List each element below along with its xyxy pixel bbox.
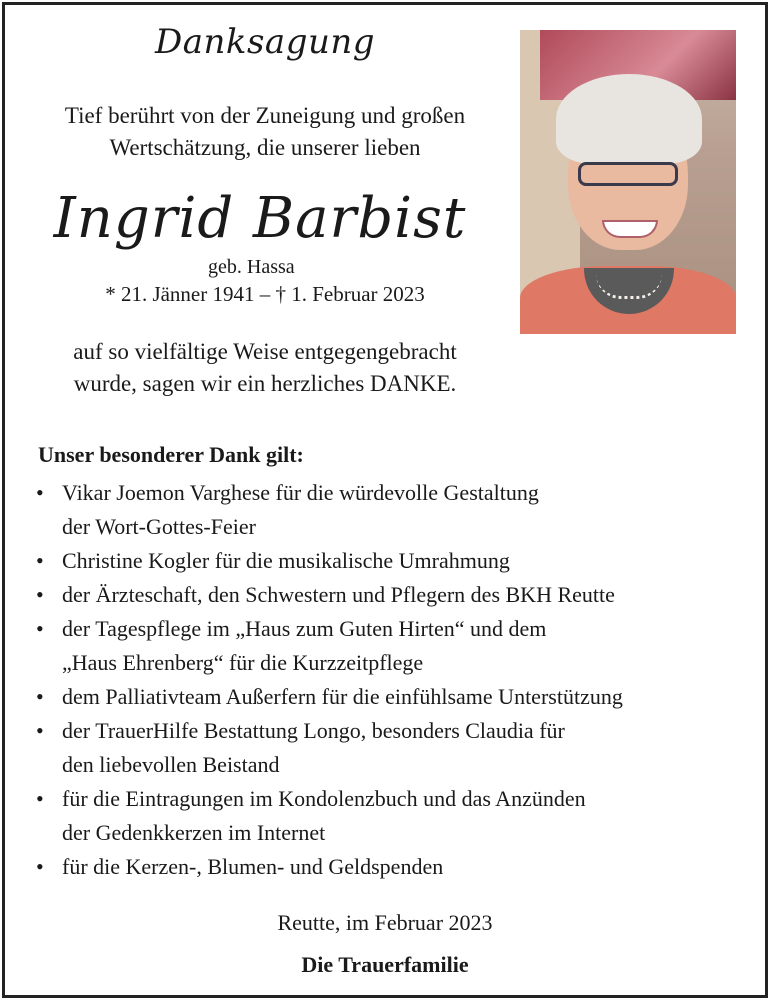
list-item-line: für die Kerzen-, Blumen- und Geldspenden <box>62 854 444 879</box>
bullet: • <box>36 548 44 573</box>
list-item <box>34 612 754 680</box>
list-item-line: der Ärzteschaft, den Schwestern und Pflegern des BKH Reutte <box>62 582 615 607</box>
list-item <box>34 544 754 578</box>
thanks-title: Unser besonderer Dank gilt: <box>38 442 304 467</box>
list-item-line: der TrauerHilfe Bestattung Longo, besonders Claudia für <box>62 718 565 743</box>
list-item-line: der Gedenkkerzen im Internet <box>62 820 326 845</box>
thanks-list <box>34 476 754 884</box>
list-item-line: für die Eintragungen im Kondolenzbuch und das Anzünden <box>62 786 586 811</box>
life-dates: * 21. Jänner 1941 – † 1. Februar 2023 <box>105 282 425 306</box>
photo-glasses <box>578 162 678 186</box>
bullet: • <box>36 718 44 743</box>
list-item-line: der Wort-Gottes-Feier <box>62 514 256 539</box>
list-item <box>34 680 754 714</box>
portrait-photo <box>520 30 736 334</box>
heading-title: Danksagung <box>154 22 376 62</box>
list-item-line: Vikar Joemon Varghese für die würdevolle Gestaltung <box>62 480 539 505</box>
list-item-line: „Haus Ehrenberg“ für die Kurzzeitpflege <box>62 650 424 675</box>
intro-line: Wertschätzung, die unserer lieben <box>109 135 421 160</box>
after-line: wurde, sagen wir ein herzliches DANKE. <box>73 371 457 396</box>
bullet: • <box>36 480 44 505</box>
bullet: • <box>36 582 44 607</box>
list-item <box>34 782 754 850</box>
list-item <box>34 578 754 612</box>
deceased-name: Ingrid Barbist <box>53 186 467 251</box>
list-item <box>34 476 754 544</box>
bullet: • <box>36 616 44 641</box>
intro-text <box>0 100 530 164</box>
bullet: • <box>36 854 44 879</box>
list-item-line: Christine Kogler für die musikalische Umrahmung <box>62 548 510 573</box>
bullet: • <box>36 684 44 709</box>
after-line: auf so vielfältige Weise entgegengebracht <box>73 339 457 364</box>
list-item-line: dem Palliativteam Außerfern für die einfühlsame Unterstützung <box>62 684 623 709</box>
bullet: • <box>36 786 44 811</box>
list-item <box>34 850 754 884</box>
signature: Die Trauerfamilie <box>301 952 469 977</box>
photo-hair <box>556 74 702 164</box>
intro-line: Tief berührt von der Zuneigung und großen <box>64 103 466 128</box>
list-item-line: der Tagespflege im „Haus zum Guten Hirten“ und dem <box>62 616 547 641</box>
after-text <box>0 336 530 400</box>
birth-name: geb. Hassa <box>208 256 295 278</box>
list-item-line: den liebevollen Beistand <box>62 752 280 777</box>
list-item <box>34 714 754 782</box>
place-date: Reutte, im Februar 2023 <box>277 910 493 935</box>
